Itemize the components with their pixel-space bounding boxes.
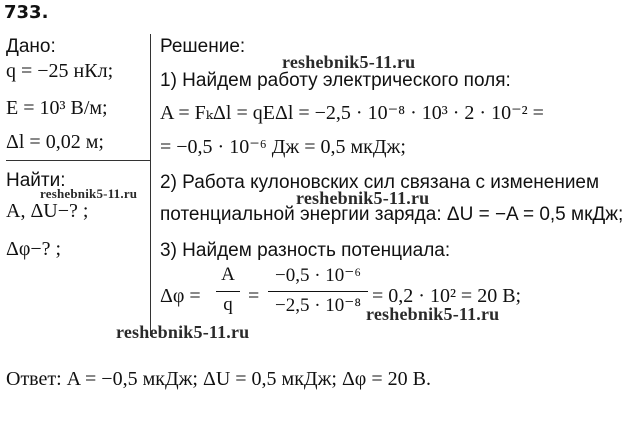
eq3-frac2-bar (268, 291, 368, 292)
solution-step1: 1) Найдем работу электрического поля: (160, 70, 511, 91)
given-item-charge: q = −25 нКл; (6, 60, 114, 82)
watermark-logo: reshebnik5-11.ru (116, 322, 250, 342)
answer-line: Ответ: A = −0,5 мкДж; ΔU = 0,5 мкДж; Δφ = 20 В. (6, 368, 431, 390)
eq3-frac2-denominator: −2,5 · 10⁻⁸ (275, 295, 361, 316)
problem-number: 733. (4, 2, 49, 23)
eq3-frac1-denominator: q (223, 294, 233, 315)
given-item-distance: Δl = 0,02 м; (6, 131, 104, 153)
eq3-frac1-bar (216, 291, 240, 292)
watermark-logo: reshebnik5-11.ru (296, 188, 430, 208)
solution-eq2: = −0,5 · 10⁻⁶ Дж = 0,5 мкДж; (160, 136, 406, 158)
find-item-potential: Δφ−? ; (6, 238, 62, 260)
find-item-work-energy: A, ΔU−? ; (6, 200, 89, 222)
solution-step2-line1: 2) Работа кулоновских сил связана с изменением (160, 172, 600, 193)
watermark-logo: reshebnik5-11.ru (282, 52, 416, 72)
solution-step2-line2: потенциальной энергии заряда: ΔU = −A = 0,5 мкДж; (160, 204, 624, 225)
solution-step3: 3) Найдем разность потенциала: (160, 240, 451, 261)
eq3-frac1-numerator: A (221, 264, 235, 285)
eq3-equals: = (248, 285, 260, 307)
given-label: Дано: (6, 36, 56, 57)
eq3-frac2-numerator: −0,5 · 10⁻⁶ (275, 265, 361, 286)
given-divider (6, 160, 150, 161)
watermark-logo: reshebnik5-11.ru (40, 186, 138, 201)
column-divider (150, 34, 151, 336)
eq3-lhs: Δφ = (160, 285, 201, 307)
find-label: Найти: (6, 170, 66, 191)
eq3-result: = 0,2 · 10² = 20 В; (372, 285, 522, 307)
watermark-logo: reshebnik5-11.ru (366, 304, 500, 324)
solution-eq1: A = FₖΔl = qEΔl = −2,5 · 10⁻⁸ · 10³ · 2 · 10⁻² = (160, 102, 544, 124)
given-item-field: E = 10³ В/м; (6, 97, 108, 119)
solution-label: Решение: (160, 36, 246, 57)
